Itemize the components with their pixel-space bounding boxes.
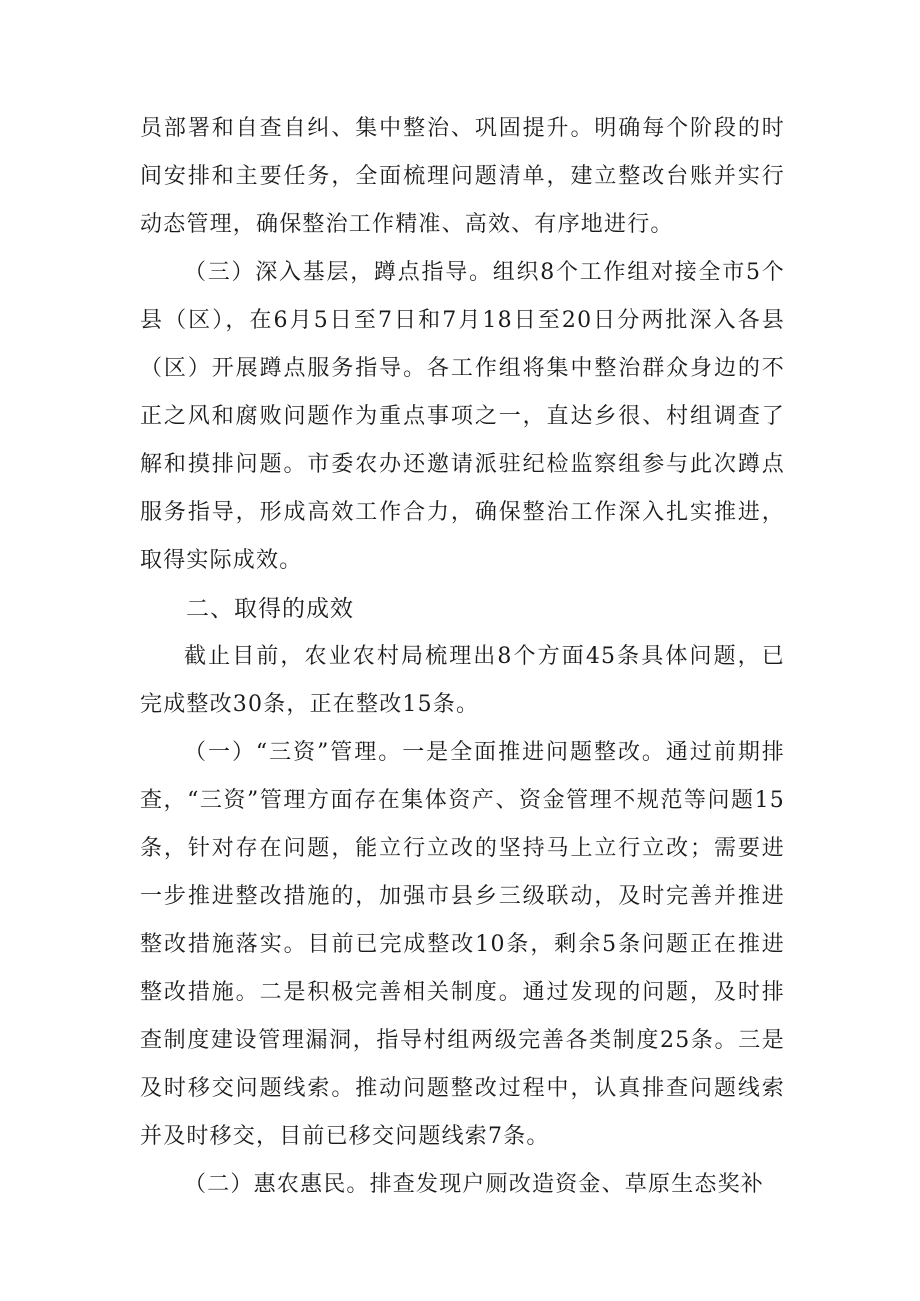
paragraph-benefit-farmers: （二）惠农惠民。排查发现户厕改造资金、草原生态奖补 [184,1172,765,1197]
paragraph-continuation: 员部署和自查自纠、集中整治、巩固提升。明确每个阶段的时间安排和主要任务，全面梳理问题清单，建立整改台账并实行动态管理，确保整治工作精准、高效、有序地进行。 [140,116,785,237]
paragraph-section-3: （三）深入基层，蹲点指导。组织8个工作组对接全市5个县（区），在6月5日至7日和7月18日至20日分两批深入各县（区）开展蹲点服务指导。各工作组将集中整治群众身边的不正之风和腐败问题作为重点事项之一，直达乡很、村组调查了解和摸排问题。市委农办还邀请派驻纪检监察组参与此次蹲点服务指导，形成高效工作合力，确保整治工作深入扎实推进，取得实际成效。 [140,260,785,573]
paragraph-three-assets: （一）“三资”管理。一是全面推进问题整改。通过前期排查，“三资”管理方面存在集体资产、资金管理不规范等问题15条，针对存在问题，能立行立改的坚持马上立行立改；需要进一步推进整改措施的，加强市县乡三级联动，及时完善并推进整改措施落实。目前已完成整改10条，剩余5条问题正在推进整改措施。二是积极完善相关制度。通过发现的问题，及时排查制度建设管理漏洞，指导村组两级完善各类制度25条。三是及时移交问题线索。推动问题整改过程中，认真排查问题线索并及时移交，目前已移交问题线索7条。 [140,740,785,1149]
paragraph-summary: 截止目前，农业农村局梳理出8个方面45条具体问题，已完成整改30条，正在整改15条。 [140,644,785,717]
document-body [140,105,785,1209]
section-heading-results: 二、取得的成效 [186,596,354,622]
